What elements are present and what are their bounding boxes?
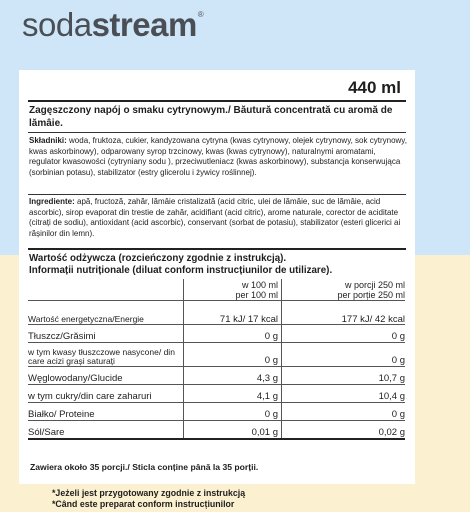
table-row: Wartość energetyczna/Energie 71 kJ/ 17 kcal 177 kJ/ 42 kcal	[28, 301, 405, 325]
table-row: Białko/ Proteine 0 g 0 g	[28, 403, 405, 421]
divider	[28, 100, 406, 102]
table-row: Węglowodany/Glucide 4,3 g 10,7 g	[28, 367, 405, 385]
portions-note: Zawiera około 35 porcji./ Sticla conține până la 35 porții.	[30, 462, 259, 472]
product-name: Zagęszczony napój o smaku cytrynowym./ Băutură concentrată cu aromă de lămâie.	[29, 105, 393, 129]
ingredients-pl: Składniki: woda, fruktoza, cukier, kandyzowana cytryna (kwas cytrynowy, olejek cytrynowy, sok cytrynowy, kwas askorbinowy), odparowany syrop trzcinowy, kwas (kwas cytrynowy), naturalnymi aromatami, regulator kwasowości (cytryniany sodu ), przeciwutleniacz (kwas askorbinowy), substancja konserwująca (sorbinian potasu), stabilizator (estry glicerolu i żywicy roślinnej).	[29, 136, 407, 177]
table-row: Sól/Sare 0,01 g 0,02 g	[28, 421, 405, 440]
divider	[28, 194, 406, 195]
sodastream-logo: sodastream®	[22, 6, 204, 43]
table-row: w tym kwasy tłuszczowe nasycone/ din care acizi grași saturați 0 g 0 g	[28, 343, 405, 367]
nutrition-label	[19, 70, 415, 484]
ingredients-ro: Ingrediente: apă, fructoză, zahăr, lămâie cristalizată (acid citric, ulei de lămâie, suc de lămâie, acid ascorbic), sirop evaporat din trestie de zahăr, acidifiant (acid citric), arome naturale, corector de aciditate (citrați de sodiu), antioxidant (acid ascorbic), conservant (sorbat de potasiu), stabilizator (esteri glicerici ai rășinilor din lemn).	[29, 197, 401, 238]
nutrition-table	[28, 279, 405, 440]
nutrition-title: Wartość odżywcza (rozcieńczony zgodnie z instrukcją). Informații nutriționale (diluat conform instrucțiunilor de utilizare).	[29, 253, 333, 276]
table-header-row: w 100 ml per 100 ml w porcji 250 ml per porție 250 ml	[28, 279, 405, 301]
table-row: Tłuszcz/Grăsimi 0 g 0 g	[28, 325, 405, 343]
volume: 440 ml	[348, 78, 401, 97]
divider	[28, 248, 406, 250]
footnote: *Jeżeli jest przygotowany zgodnie z instrukcją *Când este preparat conform instrucțiunilor	[52, 488, 246, 509]
divider	[28, 132, 406, 133]
table-row: w tym cukry/din care zaharuri 4,1 g 10,4 g	[28, 385, 405, 403]
